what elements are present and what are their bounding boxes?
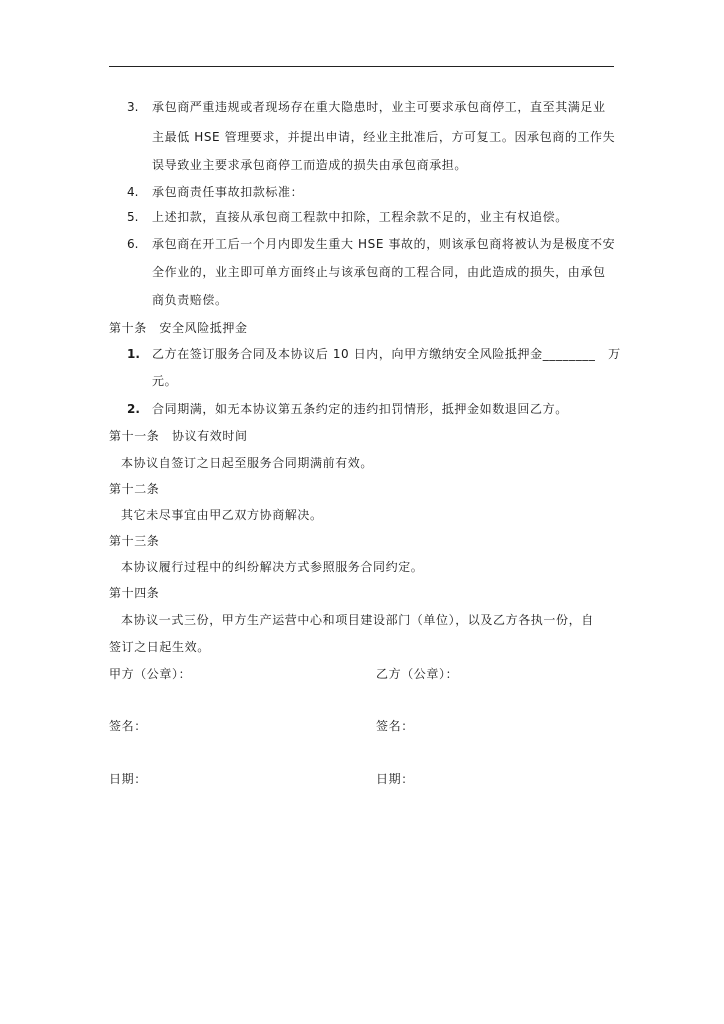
item-text-line: 乙方在签订服务合同及本协议后 10 日内，向甲方缴纳安全风险抵押金________ 万	[152, 347, 621, 361]
item-text-line: 元。	[152, 374, 178, 388]
article-heading: 第十一条 协议有效时间	[109, 429, 248, 443]
article-body: 本协议一式三份，甲方生产运营中心和项目建设部门（单位），以及乙方各执一份，自	[121, 613, 594, 627]
article-body: 签订之日起生效。	[109, 640, 210, 654]
item-number: 5.	[127, 210, 139, 224]
item-text-line: 误导致业主要求承包商停工而造成的损失由承包商承担。	[152, 158, 468, 172]
party-b-signature: 签名：	[376, 719, 414, 733]
article-heading: 第十三条	[109, 534, 160, 548]
item-text-line: 商负责赔偿。	[152, 293, 228, 307]
item-text-line: 上述扣款，直接从承包商工程款中扣除，工程余款不足的，业主有权追偿。	[152, 210, 568, 224]
item-number: 2.	[127, 402, 140, 416]
party-b-date: 日期：	[376, 772, 414, 786]
item-text-line: 全作业的，业主即可单方面终止与该承包商的工程合同，由此造成的损失，由承包	[152, 265, 606, 279]
party-b-seal: 乙方（公章）：	[376, 667, 459, 681]
item-text-line: 主最低 HSE 管理要求，并提出申请，经业主批准后，方可复工。因承包商的工作失	[152, 130, 616, 144]
item-number: 3.	[127, 100, 139, 114]
item-text-line: 承包商严重违规或者现场存在重大隐患时，业主可要求承包商停工，直至其满足业	[152, 100, 606, 114]
party-a-signature: 签名：	[109, 719, 147, 733]
article-body: 本协议履行过程中的纠纷解决方式参照服务合同约定。	[121, 560, 424, 574]
header-rule	[109, 66, 614, 67]
item-number: 6.	[127, 237, 139, 251]
article-body: 本协议自签订之日起至服务合同期满前有效。	[121, 456, 374, 470]
item-number: 4.	[127, 185, 139, 199]
item-text-line: 合同期满，如无本协议第五条约定的违约扣罚情形，抵押金如数退回乙方。	[152, 402, 568, 416]
party-a-seal: 甲方（公章）：	[109, 667, 192, 681]
party-a-date: 日期：	[109, 772, 147, 786]
item-text-line: 承包商在开工后一个月内即发生重大 HSE 事故的，则该承包商将被认为是极度不安	[152, 237, 616, 251]
article-body: 其它未尽事宜由甲乙双方协商解决。	[121, 508, 323, 522]
article-heading: 第十四条	[109, 586, 160, 600]
item-number: 1.	[127, 347, 140, 361]
item-text-line: 承包商责任事故扣款标准：	[152, 185, 304, 199]
article-heading: 第十二条	[109, 482, 160, 496]
article-heading: 第十条 安全风险抵押金	[109, 321, 248, 335]
